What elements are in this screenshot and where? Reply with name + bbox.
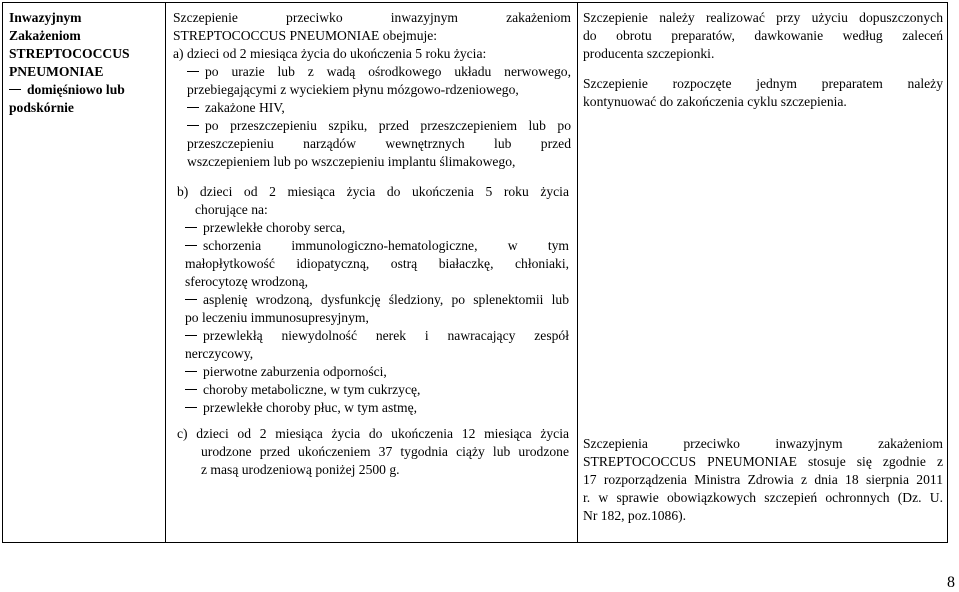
intro-text: STREPTOCOCCUS PNEUMONIAE obejmuje: [173,28,438,43]
vaccine-name-line: Inwazyjnym [9,10,82,25]
list-item: asplenię wrodzoną, dysfunkcję śledziony, po splenektomii lub [185,291,569,309]
note-line: kontynuować do zakończenia cyklu szczepienia. [583,94,847,109]
group-b-block [177,183,569,417]
notes-cell [583,9,943,111]
vaccine-name-line: PNEUMONIAE [9,64,104,79]
administration-route: domięśniowo lub [9,81,159,99]
list-item-continuation: po leczeniu immunosupresyjnym, [185,310,369,325]
list-item: przewlekłe choroby serca, [185,219,569,237]
group-c-block [177,425,569,479]
list-item-continuation: przebiegającymi z wyciekiem płynu mózgowo-rdzeniowego, [187,82,519,97]
note-line: Szczepienia przeciwko inwazyjnym zakażeniom [583,436,943,451]
group-b-list [177,219,569,417]
legal-basis-note [583,435,943,525]
list-item: po urazie lub z wadą ośrodkowego układu nerwowego, [187,63,571,81]
page-number: 8 [947,574,955,591]
list-item-continuation: przeszczepieniu narządów wewnętrznych lub przed [187,136,571,151]
note-line: r. w sprawie obowiązkowych szczepień ochronnych (Dz. U. [583,490,943,505]
column-divider [165,3,166,542]
group-b-heading: b) dzieci od 2 miesiąca życia do ukończenia 5 roku życia [177,184,569,199]
group-c-continuation: urodzone przed ukończeniem 37 tygodnia ciąży lub urodzone [201,444,569,459]
intro-text: Szczepienie przeciwko inwazyjnym zakażeniom [173,10,571,25]
note-line: Nr 182, poz.1086). [583,508,687,523]
administration-route: podskórnie [9,100,74,115]
group-a-heading: a) dzieci od 2 miesiąca życia do ukończenia 5 roku życia: [173,46,487,61]
list-item: przewlekłe choroby płuc, w tym astmę, [185,399,569,417]
note-line: Szczepienie należy realizować przy użyciu dopuszczonych [583,10,943,25]
note-line: STREPTOCOCCUS PNEUMONIAE stosuje się zgodnie z [583,454,943,469]
note-line: do obrotu preparatów, dawkowanie według zaleceń [583,28,943,43]
dash-marker [9,89,21,90]
list-item: choroby metaboliczne, w tym cukrzycę, [185,381,569,399]
group-c-continuation: z masą urodzeniową poniżej 2500 g. [201,462,400,477]
note-line: 17 rozporządzenia Ministra Zdrowia z dnia 18 sierpnia 2011 [583,472,943,487]
list-item-continuation: małopłytkowość idiopatyczną, ostrą białaczkę, chłoniaki, [185,256,569,271]
indications-cell [173,9,571,171]
group-a-list [173,63,571,171]
list-item-continuation: sferocytozę wrodzoną, [185,274,309,289]
vaccination-table [2,2,948,543]
list-item: po przeszczepieniu szpiku, przed przeszczepieniem lub po [187,117,571,135]
list-item-continuation: wszczepieniem lub po wszczepieniu implantu ślimakowego, [187,154,516,169]
vaccine-name-line: Zakażeniom [9,28,81,43]
list-item: pierwotne zaburzenia odporności, [185,363,569,381]
list-item: schorzenia immunologiczno-hematologiczne, w tym [185,237,569,255]
list-item: zakażone HIV, [187,99,571,117]
list-item: przewlekłą niewydolność nerek i nawracający zespół [185,327,569,345]
group-b-heading-continuation: chorujące na: [195,202,268,217]
note-line: producenta szczepionki. [583,46,715,61]
vaccine-name-line: STREPTOCOCCUS [9,46,130,61]
group-c-heading: c) dzieci od 2 miesiąca życia do ukończenia 12 miesiąca życia [177,426,569,441]
list-item-continuation: nerczycowy, [185,346,254,361]
vaccine-name-cell [9,9,159,117]
note-line: Szczepienie rozpoczęte jednym preparatem należy [583,76,943,91]
column-divider [577,3,578,542]
